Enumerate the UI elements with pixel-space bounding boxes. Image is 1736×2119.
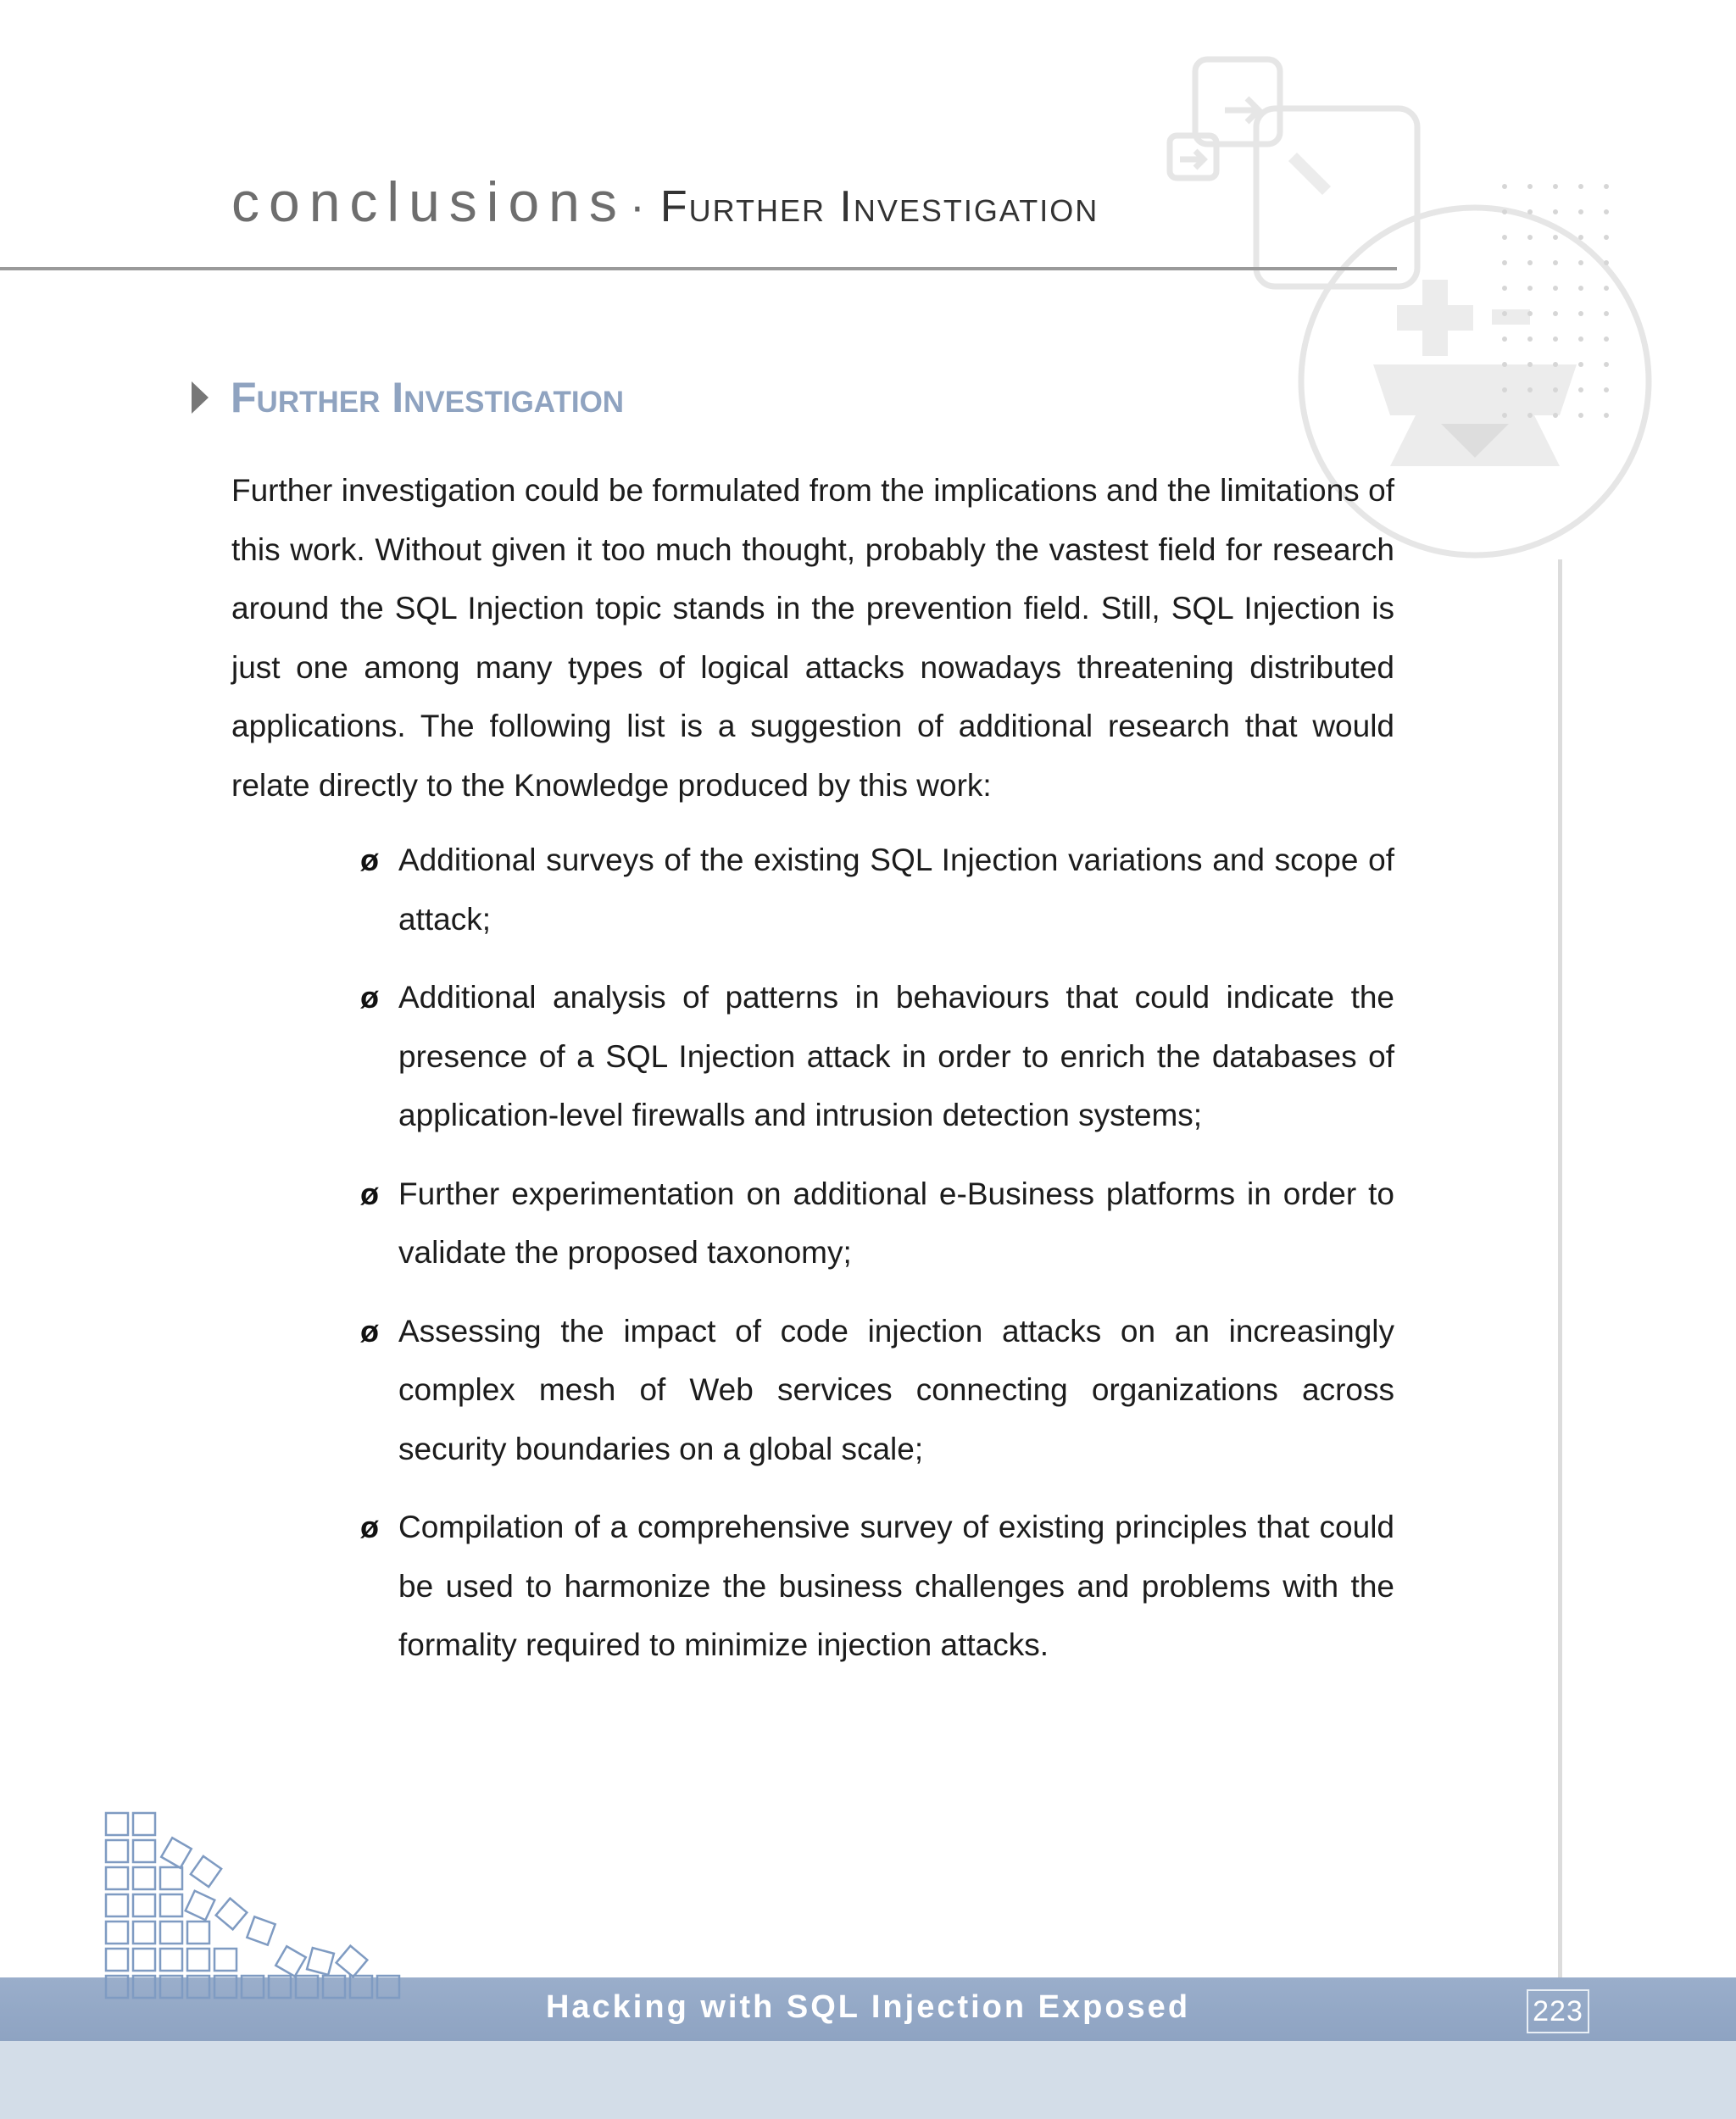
header-rule xyxy=(0,267,1397,270)
header-separator: · xyxy=(629,181,645,231)
chapter-name: conclusions xyxy=(231,170,626,233)
list-item xyxy=(356,831,1394,948)
research-suggestions-list xyxy=(356,831,1394,1694)
side-rule xyxy=(1558,559,1562,1979)
list-item-text: Further experimentation on additional e-Business platforms in order to validate the proposed taxonomy; xyxy=(398,1176,1394,1270)
bullet-marker: ø xyxy=(360,1510,379,1544)
list-item-text: Compilation of a comprehensive survey of existing principles that could be used to harmonize the business challenges and problems with the formality required to minimize injection attacks. xyxy=(398,1510,1394,1662)
list-item-text: Additional analysis of patterns in behaviours that could indicate the presence of a SQL Injection attack in order to enrich the databases of application-level firewalls and intrusion detection systems; xyxy=(398,980,1394,1132)
bullet-marker: ø xyxy=(360,1313,379,1349)
section-title: Further Investigation xyxy=(231,374,625,421)
list-item-text: Additional surveys of the existing SQL Injection variations and scope of attack; xyxy=(398,843,1394,937)
running-header xyxy=(231,170,1099,234)
page-number: 223 xyxy=(1527,1989,1589,2033)
list-item xyxy=(356,1498,1394,1675)
section-heading xyxy=(192,373,624,422)
list-item xyxy=(356,1302,1394,1479)
bullet-marker: ø xyxy=(360,980,379,1015)
intro-paragraph: Further investigation could be formulated from the implications and the limitations of this work. Without given it too much thought, probably the vastest field for research around the SQL Injection topic stands in the prevention field. Still, SQL Injection is just one among many types of logical attacks nowadays threatening distributed applications. The following list is a suggestion of additional research that would relate directly to the Knowledge produced by this work: xyxy=(231,473,1394,803)
footer-lower-band xyxy=(0,2041,1736,2119)
bullet-marker: ø xyxy=(360,843,379,877)
list-item xyxy=(356,968,1394,1145)
list-item xyxy=(356,1165,1394,1282)
list-item-text: Assessing the impact of code injection attacks on an increasingly complex mesh of Web services connecting organizations across security boundaries on a global scale; xyxy=(398,1313,1394,1466)
footer-book-title: Hacking with SQL Injection Exposed xyxy=(545,1989,1191,2025)
bullet-marker: ø xyxy=(360,1176,379,1211)
decorative-squares-graphic xyxy=(102,1810,424,2017)
header-section-name: Further Investigation xyxy=(659,182,1099,231)
triangle-bullet-icon xyxy=(192,381,209,414)
